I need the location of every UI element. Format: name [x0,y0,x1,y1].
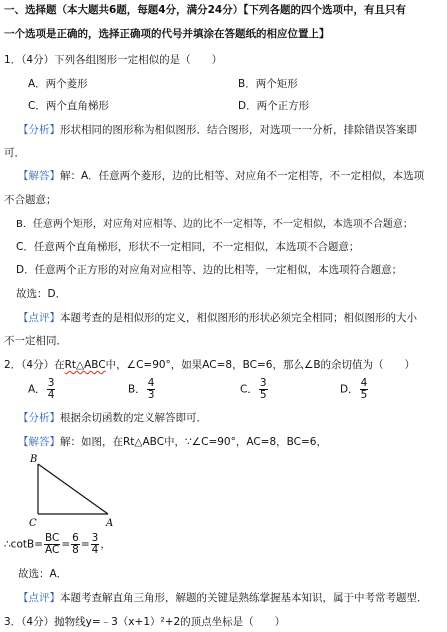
q2-option-d-den: 5 [360,389,368,402]
q2-option-a [28,378,56,401]
q2-comment-text: 本题考查解直角三角形，解题的关键是熟练掌握基本知识，属于中考常考题型． [60,592,428,604]
q1-option-a: A．两个菱形 [28,78,88,90]
q1-solution [18,168,424,183]
vertex-b-label: B [30,454,38,465]
q2-stem-triangle: Rt△ABC [64,359,106,371]
q3-stem: 3．（4分）抛物线y=﹣3（x+1）²+2的顶点坐标是（ ） [4,616,286,628]
formula-end: ， [100,538,111,551]
q2-answer: 故选：A． [18,568,68,580]
q2-option-a-den: 4 [47,389,55,402]
q1-analysis-text: 形状相同的图形称为相似图形．结合图形，对选项一一分析，排除错误答案即 [60,124,417,136]
formula-den-3: 4 [91,544,99,557]
q2-option-c-den: 5 [259,389,267,402]
comment-tag: 【点评】 [18,592,60,604]
q2-analysis [18,410,207,425]
q2-formula [4,533,111,556]
triangle-figure [26,452,126,532]
q2-option-d-label: D． [340,383,359,396]
q1-solution-line4: C．任意两个直角梯形，形状不一定相同，不一定相似，本选项不合题意； [16,241,360,253]
q2-option-c-num: 3 [259,377,267,389]
formula-den-1: AC [45,544,60,557]
q2-solution-text: 解：如图，在Rt△ABC中，∵∠C=90°，AC=8，BC=6， [60,436,327,448]
q1-analysis [18,122,417,137]
q1-comment [18,310,417,325]
analysis-tag: 【分析】 [18,412,60,424]
side-ab [38,464,108,514]
q2-analysis-text: 根据余切函数的定义解答即可． [60,412,207,424]
solution-tag: 【解答】 [18,436,60,448]
q1-solution-line5: D．任意两个正方形的对应角对应相等、边的比相等，一定相似，本选项符合题意； [16,264,403,276]
formula-num-1: BC [45,532,60,544]
q1-option-c: C．两个直角梯形 [28,100,109,112]
q1-option-b: B．两个矩形 [238,78,298,90]
q1-comment-line1: 本题考查的是相似形的定义，相似图形的形状必须完全相同；相似图形的大小 [60,312,417,324]
q1-solution-line3: B．任意两个矩形，对应角对应相等、边的比不一定相等，不一定相似，本选项不合题意； [16,219,413,230]
q2-comment [18,590,428,605]
q2-stem [4,357,415,372]
q1-solution-line2: 不合题意； [4,194,57,206]
q2-option-b-label: B． [128,383,146,396]
q1-analysis-cont: 可． [4,147,25,159]
vertex-a-label: A [106,518,114,529]
section-header-line1: 一、选择题（本大题共6题，每题4分，满分24分）【下列各题的四个选项中，有且只有 [4,4,406,16]
comment-tag: 【点评】 [18,312,60,324]
section-header-line2: 一个选项是正确的，选择正确项的代号并填涂在答题纸的相应位置上】 [4,28,330,40]
q2-option-b-den: 3 [147,389,155,402]
q1-answer: 故选：D． [16,288,67,300]
q2-option-a-num: 3 [47,377,55,389]
q2-option-d [340,378,369,401]
q2-stem-rest: 中，∠C=90°，如果AC=8，BC=6，那么∠B的余切值为（ ） [105,359,416,371]
q2-option-a-label: A． [28,383,46,396]
q2-option-b [128,378,156,401]
q1-solution-line1: 解：A．任意两个菱形，边的比相等、对应角不一定相等，不一定相似，本选项 [60,170,425,182]
q2-stem-prefix: 2．（4分）在 [4,359,65,371]
formula-prefix: ∴cotB= [4,538,43,551]
formula-den-2: 8 [72,544,79,557]
analysis-tag: 【分析】 [18,124,60,136]
q2-solution [18,434,327,449]
formula-eq-1: = [61,538,71,551]
formula-num-2: 6 [72,532,79,544]
q2-option-c [240,378,269,401]
q1-stem: 1．（4分）下列各组图形一定相似的是（ ） [4,54,223,66]
q1-comment-cont: 不一定相同． [4,335,67,347]
q2-option-c-label: C． [240,383,258,396]
formula-eq-2: = [80,538,90,551]
solution-tag: 【解答】 [18,170,60,182]
vertex-c-label: C [29,518,37,529]
q2-option-b-num: 4 [147,377,155,389]
q2-option-d-num: 4 [360,377,368,389]
q1-option-d: D．两个正方形 [238,100,310,112]
formula-num-3: 3 [91,532,99,544]
